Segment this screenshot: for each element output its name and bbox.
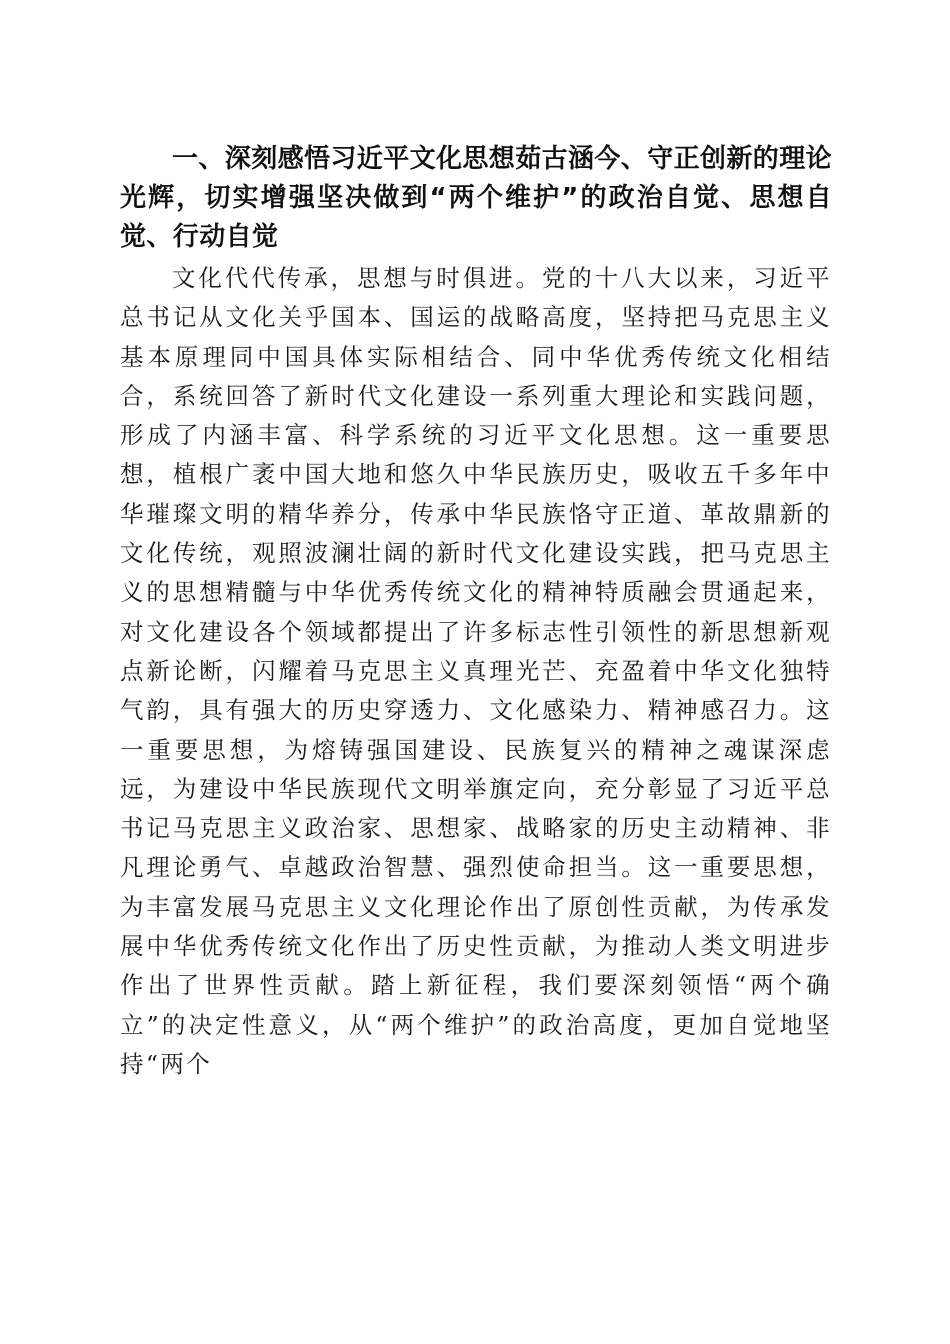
document-content: [120, 140, 832, 1084]
body-paragraph: 文化代代传承，思想与时俱进。党的十八大以来，习近平总书记从文化关乎国本、国运的战略高度，坚持把马克思主义基本原理同中国具体实际相结合、同中华优秀传统文化相结合，系统回答了新时代文化建设一系列重大理论和实践问题，形成了内涵丰富、科学系统的习近平文化思想。这一重要思想，植根广袤中国大地和悠久中华民族历史，吸收五千多年中华璀璨文明的精华养分，传承中华民族恪守正道、革故鼎新的文化传统，观照波澜壮阔的新时代文化建设实践，把马克思主义的思想精髓与中华优秀传统文化的精神特质融会贯通起来，对文化建设各个领域都提出了许多标志性引领性的新思想新观点新论断，闪耀着马克思主义真理光芒、充盈着中华文化独特气韵，具有强大的历史穿透力、文化感染力、精神感召力。这一重要思想，为熔铸强国建设、民族复兴的精神之魂谋深虑远，为建设中华民族现代文明举旗定向，充分彰显了习近平总书记马克思主义政治家、思想家、战略家的历史主动精神、非凡理论勇气、卓越政治智慧、强烈使命担当。这一重要思想，为丰富发展马克思主义文化理论作出了原创性贡献，为传承发展中华优秀传统文化作出了历史性贡献，为推动人类文明进步作出了世界性贡献。踏上新征程，我们要深刻领悟“两个确立”的决定性意义，从“两个维护”的政治高度，更加自觉地坚持“两个: [120, 264, 832, 1078]
section-heading: 一、深刻感悟习近平文化思想茹古涵今、守正创新的理论光辉，切实增强坚决做到“两个维护”的政治自觉、思想自觉、行动自觉: [120, 144, 833, 252]
